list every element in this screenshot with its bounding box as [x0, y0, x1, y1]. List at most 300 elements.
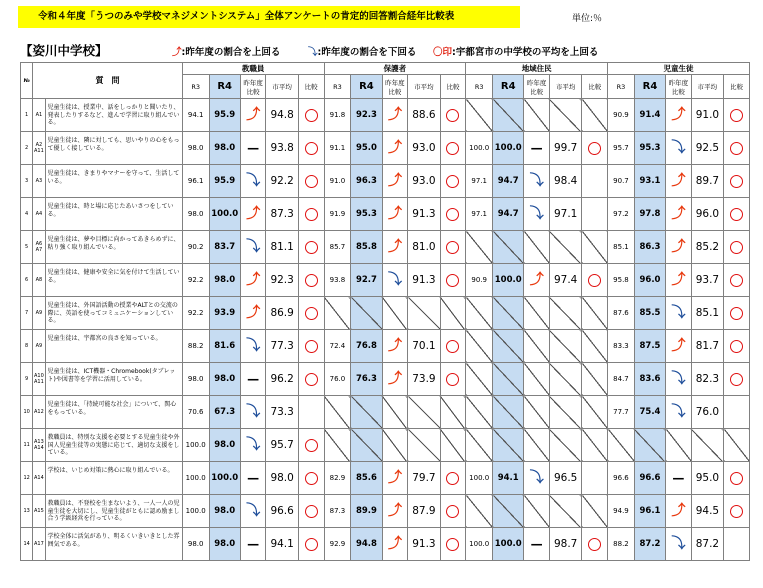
header-r3: R3 — [182, 75, 209, 99]
students-r4-value: 85.5 — [634, 297, 665, 330]
parents-trend-up-icon: ⤴ — [382, 198, 408, 231]
community-empty-cell — [466, 231, 493, 264]
community-empty-cell — [549, 297, 581, 330]
community-city-average: 97.1 — [549, 198, 581, 231]
students-r4-value: 95.3 — [634, 132, 665, 165]
circle-icon — [305, 142, 318, 155]
community-city-average: 97.4 — [549, 264, 581, 297]
parents-above-average-mark — [440, 198, 466, 231]
parents-trend-up-icon: ⤴ — [382, 165, 408, 198]
staff-above-average-mark — [298, 363, 324, 396]
staff-trend-same-icon: — — [240, 528, 266, 561]
community-trend-down-icon: ⤵ — [524, 165, 550, 198]
staff-trend-same-icon: — — [240, 462, 266, 495]
students-r3-value: 87.6 — [608, 297, 635, 330]
parents-above-average-mark — [440, 462, 466, 495]
staff-above-average-mark — [298, 528, 324, 561]
row-number: 13 — [21, 495, 33, 528]
legend-circle-text: :宇都宮市の中学校の平均を上回る — [452, 47, 599, 58]
header-group-students: 児童生徒 — [608, 63, 750, 75]
circle-icon — [305, 373, 318, 386]
community-empty-cell — [582, 396, 608, 429]
students-above-average-mark — [724, 165, 750, 198]
parents-trend-down-icon: ⤵ — [382, 264, 408, 297]
community-trend-up-icon: ⤴ — [524, 264, 550, 297]
staff-city-average: 73.3 — [266, 396, 298, 429]
staff-above-average-mark — [298, 264, 324, 297]
students-r4-value: 91.4 — [634, 99, 665, 132]
community-empty-cell — [582, 495, 608, 528]
staff-r3-value: 94.1 — [182, 99, 209, 132]
parents-empty-cell — [351, 297, 382, 330]
question-text: 児童生徒は、授業中、話をしっかりと聞いたり、発表したりするなど、進んで学習に取り組んでいる。 — [45, 99, 182, 132]
staff-r4-value: 98.0 — [209, 429, 240, 462]
community-trend-same-icon: — — [524, 528, 550, 561]
community-empty-cell — [493, 330, 524, 363]
circle-icon — [446, 208, 459, 221]
circle-icon — [446, 241, 459, 254]
students-r3-value: 84.7 — [608, 363, 635, 396]
staff-trend-up-icon: ⤴ — [240, 99, 266, 132]
header-r3: R3 — [324, 75, 351, 99]
row-number: 1 — [21, 99, 33, 132]
students-trend-up-icon: ⤴ — [666, 198, 692, 231]
community-empty-cell — [466, 495, 493, 528]
parents-r4-value: 92.7 — [351, 264, 382, 297]
parents-r3-value: 87.3 — [324, 495, 351, 528]
students-empty-cell — [691, 429, 723, 462]
header-city-avg: 市平均 — [549, 75, 581, 99]
staff-trend-down-icon: ⤵ — [240, 231, 266, 264]
header-city-avg: 市平均 — [408, 75, 440, 99]
parents-r3-value: 91.9 — [324, 198, 351, 231]
row-number: 6 — [21, 264, 33, 297]
staff-r4-value: 100.0 — [209, 462, 240, 495]
staff-above-average-mark — [298, 99, 324, 132]
staff-city-average: 95.7 — [266, 429, 298, 462]
parents-r3-value: 85.7 — [324, 231, 351, 264]
row-number: 5 — [21, 231, 33, 264]
circle-icon — [730, 307, 743, 320]
staff-r4-value: 98.0 — [209, 132, 240, 165]
students-city-average: 91.0 — [691, 99, 723, 132]
question-text: 児童生徒は、外国語活動の授業やALTとの交流の際に、英語を使ってコミュニケーションしている。 — [45, 297, 182, 330]
parents-r4-value: 94.8 — [351, 528, 382, 561]
community-city-average: 99.7 — [549, 132, 581, 165]
community-empty-cell — [549, 99, 581, 132]
staff-city-average: 92.2 — [266, 165, 298, 198]
header-prev-compare: 昨年度比較 — [666, 75, 692, 99]
parents-trend-up-icon: ⤴ — [382, 231, 408, 264]
circle-icon — [305, 505, 318, 518]
table-row — [21, 132, 750, 165]
staff-city-average: 92.3 — [266, 264, 298, 297]
circle-icon — [730, 472, 743, 485]
parents-r4-value: 89.9 — [351, 495, 382, 528]
students-r4-value: 96.6 — [634, 462, 665, 495]
students-trend-same-icon: — — [666, 462, 692, 495]
school-name: 【姿川中学校】 — [20, 43, 108, 58]
circle-icon — [730, 109, 743, 122]
parents-trend-up-icon: ⤴ — [382, 330, 408, 363]
community-empty-cell — [466, 330, 493, 363]
community-empty-cell — [524, 363, 550, 396]
students-above-average-mark — [724, 198, 750, 231]
parents-r3-value: 91.0 — [324, 165, 351, 198]
community-above-average-mark — [582, 462, 608, 495]
community-empty-cell — [582, 330, 608, 363]
parents-empty-cell — [408, 297, 440, 330]
header-group-parents: 保護者 — [324, 63, 466, 75]
students-r3-value: 94.9 — [608, 495, 635, 528]
question-code: A4 — [33, 198, 45, 231]
parents-empty-cell — [408, 429, 440, 462]
circle-icon — [305, 208, 318, 221]
community-above-average-mark — [582, 198, 608, 231]
parents-r4-value: 95.0 — [351, 132, 382, 165]
parents-city-average: 79.7 — [408, 462, 440, 495]
header-r4: R4 — [351, 75, 382, 99]
community-empty-cell — [524, 429, 550, 462]
parents-above-average-mark — [440, 99, 466, 132]
legend-circle — [433, 44, 598, 58]
students-trend-down-icon: ⤵ — [666, 363, 692, 396]
students-r3-value: 85.1 — [608, 231, 635, 264]
community-empty-cell — [493, 495, 524, 528]
arrow-down-icon: ⤵ — [308, 47, 318, 58]
community-above-average-mark — [582, 165, 608, 198]
legend-up — [172, 44, 280, 58]
table-row — [21, 528, 750, 561]
community-empty-cell — [524, 297, 550, 330]
community-r3-value: 97.1 — [466, 198, 493, 231]
row-number: 3 — [21, 165, 33, 198]
students-trend-down-icon: ⤵ — [666, 396, 692, 429]
circle-icon — [446, 340, 459, 353]
parents-trend-up-icon: ⤴ — [382, 495, 408, 528]
circle-icon — [446, 274, 459, 287]
question-text: 教職員は、不登校を生まないよう、一人一人の児童生徒を大切にし、児童生徒がともに認め励まし合う学級経営を行っている。 — [45, 495, 182, 528]
community-r3-value: 100.0 — [466, 528, 493, 561]
parents-empty-cell — [324, 297, 351, 330]
students-trend-up-icon: ⤴ — [666, 99, 692, 132]
question-text: 児童生徒は、きまりやマナーを守って、生活している。 — [45, 165, 182, 198]
community-empty-cell — [549, 231, 581, 264]
staff-city-average: 98.0 — [266, 462, 298, 495]
staff-city-average: 94.1 — [266, 528, 298, 561]
header-city-avg: 市平均 — [691, 75, 723, 99]
table-row — [21, 396, 750, 429]
staff-r4-value: 83.7 — [209, 231, 240, 264]
table-row — [21, 297, 750, 330]
question-code: A13 A14 — [33, 429, 45, 462]
community-empty-cell — [466, 396, 493, 429]
parents-city-average: 87.9 — [408, 495, 440, 528]
community-empty-cell — [549, 495, 581, 528]
students-above-average-mark — [724, 330, 750, 363]
students-above-average-mark — [724, 132, 750, 165]
staff-r3-value: 98.0 — [182, 198, 209, 231]
students-trend-up-icon: ⤴ — [666, 264, 692, 297]
parents-city-average: 93.0 — [408, 132, 440, 165]
students-city-average: 87.2 — [691, 528, 723, 561]
parents-above-average-mark — [440, 495, 466, 528]
community-empty-cell — [582, 297, 608, 330]
question-code: A10 A11 — [33, 363, 45, 396]
staff-above-average-mark — [298, 462, 324, 495]
parents-above-average-mark — [440, 132, 466, 165]
community-r4-value: 94.1 — [493, 462, 524, 495]
question-text: 児童生徒は、夢や目標に向かってあきらめずに、粘り強く取り組んでいる。 — [45, 231, 182, 264]
parents-city-average: 81.0 — [408, 231, 440, 264]
staff-city-average: 93.8 — [266, 132, 298, 165]
row-number: 12 — [21, 462, 33, 495]
header-no: № — [21, 63, 33, 99]
question-code: A8 — [33, 264, 45, 297]
report-title: 令和４年度「うつのみや学校マネジメントシステム」全体アンケートの肯定的回答割合経年比較表 — [18, 6, 520, 28]
parents-empty-cell — [440, 396, 466, 429]
header-compare: 比較 — [298, 75, 324, 99]
students-above-average-mark — [724, 462, 750, 495]
header-city-avg: 市平均 — [266, 75, 298, 99]
parents-city-average: 88.6 — [408, 99, 440, 132]
row-number: 7 — [21, 297, 33, 330]
staff-r3-value: 70.6 — [182, 396, 209, 429]
header-group-staff: 教職員 — [182, 63, 324, 75]
circle-icon — [730, 274, 743, 287]
students-trend-up-icon: ⤴ — [666, 495, 692, 528]
circle-icon — [305, 241, 318, 254]
students-r4-value: 75.4 — [634, 396, 665, 429]
community-trend-same-icon: — — [524, 132, 550, 165]
students-city-average: 96.0 — [691, 198, 723, 231]
question-text: 児童生徒は、「持続可能な社会」について、関心をもっている。 — [45, 396, 182, 429]
students-above-average-mark — [724, 363, 750, 396]
students-city-average: 85.2 — [691, 231, 723, 264]
parents-r3-value: 76.0 — [324, 363, 351, 396]
staff-above-average-mark — [298, 495, 324, 528]
table-row — [21, 330, 750, 363]
students-r3-value: 90.7 — [608, 165, 635, 198]
community-empty-cell — [493, 429, 524, 462]
parents-trend-up-icon: ⤴ — [382, 363, 408, 396]
parents-r4-value: 76.3 — [351, 363, 382, 396]
row-number: 4 — [21, 198, 33, 231]
staff-r3-value: 98.0 — [182, 132, 209, 165]
community-empty-cell — [524, 330, 550, 363]
students-above-average-mark — [724, 528, 750, 561]
circle-icon — [305, 340, 318, 353]
parents-r3-value: 72.4 — [324, 330, 351, 363]
parents-r4-value: 95.3 — [351, 198, 382, 231]
community-city-average: 98.7 — [549, 528, 581, 561]
community-empty-cell — [549, 429, 581, 462]
parents-empty-cell — [324, 429, 351, 462]
students-r3-value: 96.6 — [608, 462, 635, 495]
staff-trend-down-icon: ⤵ — [240, 429, 266, 462]
question-code: A14 — [33, 462, 45, 495]
community-empty-cell — [466, 429, 493, 462]
staff-city-average: 96.2 — [266, 363, 298, 396]
staff-trend-down-icon: ⤵ — [240, 495, 266, 528]
parents-empty-cell — [324, 396, 351, 429]
circle-icon — [446, 175, 459, 188]
circle-icon — [730, 208, 743, 221]
table-row — [21, 165, 750, 198]
parents-r4-value: 96.3 — [351, 165, 382, 198]
community-r4-value: 94.7 — [493, 198, 524, 231]
community-r3-value: 100.0 — [466, 132, 493, 165]
question-code: A17 — [33, 528, 45, 561]
parents-empty-cell — [440, 429, 466, 462]
community-empty-cell — [493, 99, 524, 132]
community-empty-cell — [493, 231, 524, 264]
parents-above-average-mark — [440, 330, 466, 363]
circle-icon — [730, 175, 743, 188]
community-empty-cell — [466, 363, 493, 396]
parents-city-average: 93.0 — [408, 165, 440, 198]
parents-above-average-mark — [440, 363, 466, 396]
parents-above-average-mark — [440, 231, 466, 264]
question-text: 学校は、いじめ対策に熱心に取り組んでいる。 — [45, 462, 182, 495]
parents-empty-cell — [382, 429, 408, 462]
staff-r4-value: 95.9 — [209, 99, 240, 132]
circle-icon — [446, 505, 459, 518]
community-r3-value: 97.1 — [466, 165, 493, 198]
community-empty-cell — [549, 363, 581, 396]
parents-r4-value: 85.6 — [351, 462, 382, 495]
students-empty-cell — [634, 429, 665, 462]
staff-r3-value: 98.0 — [182, 528, 209, 561]
staff-r4-value: 100.0 — [209, 198, 240, 231]
question-code: A1 — [33, 99, 45, 132]
community-r3-value: 100.0 — [466, 462, 493, 495]
circle-icon — [305, 307, 318, 320]
staff-city-average: 81.1 — [266, 231, 298, 264]
community-trend-down-icon: ⤵ — [524, 198, 550, 231]
staff-above-average-mark — [298, 165, 324, 198]
community-empty-cell — [524, 396, 550, 429]
staff-r3-value: 100.0 — [182, 495, 209, 528]
row-number: 11 — [21, 429, 33, 462]
parents-above-average-mark — [440, 528, 466, 561]
staff-r3-value: 98.0 — [182, 363, 209, 396]
staff-trend-down-icon: ⤵ — [240, 165, 266, 198]
circle-icon: 〇印 — [433, 47, 453, 58]
community-empty-cell — [493, 297, 524, 330]
students-trend-down-icon: ⤵ — [666, 132, 692, 165]
legend-up-text: :昨年度の割合を上回る — [181, 47, 281, 58]
circle-icon — [730, 142, 743, 155]
parents-r3-value: 91.1 — [324, 132, 351, 165]
question-text: 児童生徒は、時と場に応じたあいさつをしている。 — [45, 198, 182, 231]
header-compare: 比較 — [724, 75, 750, 99]
unit-label: 単位:％ — [572, 14, 603, 24]
arrow-up-icon: ⤴ — [172, 47, 182, 58]
circle-icon — [730, 241, 743, 254]
parents-trend-up-icon: ⤴ — [382, 132, 408, 165]
students-r3-value: 97.2 — [608, 198, 635, 231]
question-text: 児童生徒は、健康や安全に気を付けて生活している。 — [45, 264, 182, 297]
community-empty-cell — [466, 297, 493, 330]
community-r4-value: 94.7 — [493, 165, 524, 198]
students-above-average-mark — [724, 396, 750, 429]
circle-icon — [588, 274, 601, 287]
students-city-average: 81.7 — [691, 330, 723, 363]
table-row — [21, 495, 750, 528]
staff-r4-value: 81.6 — [209, 330, 240, 363]
staff-city-average: 86.9 — [266, 297, 298, 330]
students-city-average: 92.5 — [691, 132, 723, 165]
staff-r3-value: 90.2 — [182, 231, 209, 264]
staff-city-average: 87.3 — [266, 198, 298, 231]
circle-icon — [305, 175, 318, 188]
staff-trend-up-icon: ⤴ — [240, 264, 266, 297]
community-above-average-mark — [582, 264, 608, 297]
row-number: 9 — [21, 363, 33, 396]
students-trend-up-icon: ⤴ — [666, 165, 692, 198]
parents-trend-up-icon: ⤴ — [382, 462, 408, 495]
parents-above-average-mark — [440, 165, 466, 198]
circle-icon — [305, 472, 318, 485]
staff-r4-value: 98.0 — [209, 528, 240, 561]
parents-city-average: 70.1 — [408, 330, 440, 363]
table-row — [21, 198, 750, 231]
staff-trend-down-icon: ⤵ — [240, 396, 266, 429]
question-code: A9 — [33, 297, 45, 330]
community-empty-cell — [582, 231, 608, 264]
staff-city-average: 94.8 — [266, 99, 298, 132]
community-city-average: 96.5 — [549, 462, 581, 495]
parents-r3-value: 92.9 — [324, 528, 351, 561]
parents-above-average-mark — [440, 264, 466, 297]
students-r3-value: 95.7 — [608, 132, 635, 165]
community-empty-cell — [524, 495, 550, 528]
students-r4-value: 87.2 — [634, 528, 665, 561]
staff-above-average-mark — [298, 330, 324, 363]
parents-r3-value: 82.9 — [324, 462, 351, 495]
students-empty-cell — [608, 429, 635, 462]
header-prev-compare: 昨年度比較 — [240, 75, 266, 99]
parents-r4-value: 85.8 — [351, 231, 382, 264]
students-empty-cell — [666, 429, 692, 462]
header-compare: 比較 — [582, 75, 608, 99]
students-r4-value: 97.8 — [634, 198, 665, 231]
community-empty-cell — [493, 363, 524, 396]
community-above-average-mark — [582, 528, 608, 561]
parents-empty-cell — [408, 396, 440, 429]
staff-above-average-mark — [298, 429, 324, 462]
community-empty-cell — [549, 396, 581, 429]
header-r4: R4 — [209, 75, 240, 99]
students-city-average: 85.1 — [691, 297, 723, 330]
table-row — [21, 429, 750, 462]
students-city-average: 82.3 — [691, 363, 723, 396]
header-r3: R3 — [608, 75, 635, 99]
community-r4-value: 100.0 — [493, 132, 524, 165]
circle-icon — [305, 274, 318, 287]
staff-city-average: 96.6 — [266, 495, 298, 528]
staff-city-average: 77.3 — [266, 330, 298, 363]
community-empty-cell — [549, 330, 581, 363]
staff-r3-value: 92.2 — [182, 264, 209, 297]
staff-r4-value: 98.0 — [209, 264, 240, 297]
community-empty-cell — [524, 99, 550, 132]
staff-trend-same-icon: — — [240, 363, 266, 396]
circle-icon — [588, 538, 601, 551]
circle-icon — [588, 142, 601, 155]
circle-icon — [446, 373, 459, 386]
